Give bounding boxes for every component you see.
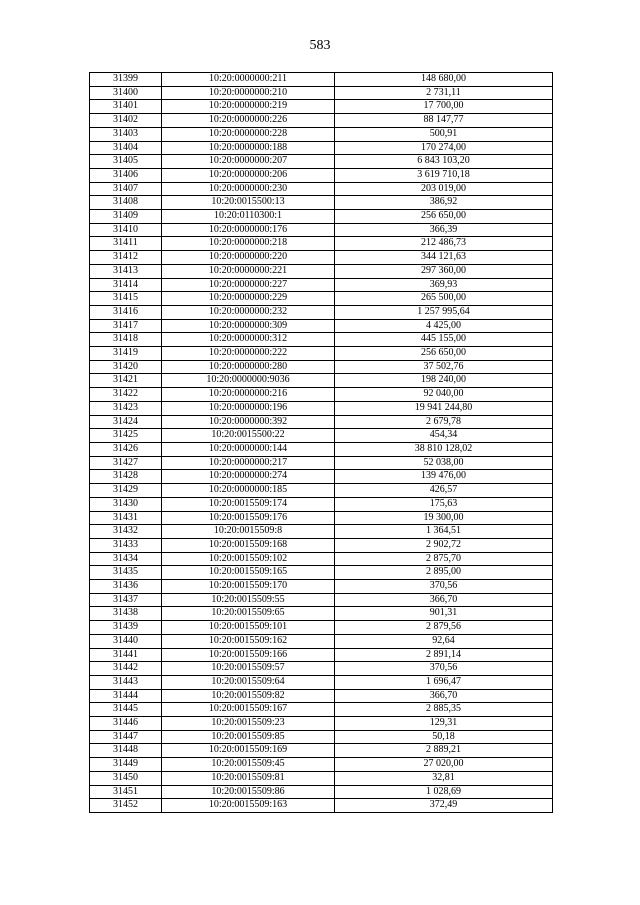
value-cell: 212 486,73 (335, 237, 553, 251)
cadastral-number-cell: 10:20:0015509:85 (162, 730, 335, 744)
row-number-cell: 31415 (90, 292, 162, 306)
cadastral-number-cell: 10:20:0000000:207 (162, 155, 335, 169)
value-cell: 198 240,00 (335, 374, 553, 388)
table-row (90, 305, 553, 319)
cadastral-number-cell: 10:20:0000000:218 (162, 237, 335, 251)
row-number-cell: 31418 (90, 333, 162, 347)
table-row (90, 593, 553, 607)
table-row (90, 497, 553, 511)
cadastral-value-table (89, 72, 553, 813)
value-cell: 2 731,11 (335, 86, 553, 100)
table-body (90, 73, 553, 813)
value-cell: 256 650,00 (335, 210, 553, 224)
cadastral-number-cell: 10:20:0000000:211 (162, 73, 335, 87)
cadastral-number-cell: 10:20:0015509:23 (162, 717, 335, 731)
cadastral-number-cell: 10:20:0000000:274 (162, 470, 335, 484)
cadastral-number-cell: 10:20:0000000:188 (162, 141, 335, 155)
table-row (90, 237, 553, 251)
row-number-cell: 31416 (90, 305, 162, 319)
value-cell: 386,92 (335, 196, 553, 210)
cadastral-number-cell: 10:20:0015509:8 (162, 525, 335, 539)
table-row (90, 607, 553, 621)
value-cell: 454,34 (335, 429, 553, 443)
value-cell: 445 155,00 (335, 333, 553, 347)
cadastral-number-cell: 10:20:0000000:392 (162, 415, 335, 429)
cadastral-number-cell: 10:20:0015509:82 (162, 689, 335, 703)
table-row (90, 429, 553, 443)
row-number-cell: 31451 (90, 785, 162, 799)
table-row (90, 251, 553, 265)
row-number-cell: 31433 (90, 538, 162, 552)
value-cell: 139 476,00 (335, 470, 553, 484)
table-row (90, 401, 553, 415)
value-cell: 366,39 (335, 223, 553, 237)
row-number-cell: 31417 (90, 319, 162, 333)
page-number: 583 (309, 38, 331, 53)
cadastral-number-cell: 10:20:0015509:166 (162, 648, 335, 662)
row-number-cell: 31405 (90, 155, 162, 169)
cadastral-number-cell: 10:20:0000000:312 (162, 333, 335, 347)
row-number-cell: 31431 (90, 511, 162, 525)
table-row (90, 374, 553, 388)
table-row (90, 538, 553, 552)
cadastral-number-cell: 10:20:0015509:81 (162, 771, 335, 785)
table-row (90, 648, 553, 662)
table-row (90, 511, 553, 525)
cadastral-number-cell: 10:20:0015509:86 (162, 785, 335, 799)
cadastral-number-cell: 10:20:0015509:65 (162, 607, 335, 621)
row-number-cell: 31428 (90, 470, 162, 484)
value-cell: 426,57 (335, 484, 553, 498)
row-number-cell: 31440 (90, 634, 162, 648)
row-number-cell: 31408 (90, 196, 162, 210)
row-number-cell: 31438 (90, 607, 162, 621)
table-row (90, 799, 553, 813)
table-row (90, 785, 553, 799)
table-row (90, 580, 553, 594)
cadastral-number-cell: 10:20:0000000:228 (162, 127, 335, 141)
table-row (90, 415, 553, 429)
row-number-cell: 31447 (90, 730, 162, 744)
value-cell: 203 019,00 (335, 182, 553, 196)
row-number-cell: 31403 (90, 127, 162, 141)
row-number-cell: 31420 (90, 360, 162, 374)
table-row (90, 292, 553, 306)
row-number-cell: 31445 (90, 703, 162, 717)
cadastral-number-cell: 10:20:0000000:230 (162, 182, 335, 196)
value-cell: 37 502,76 (335, 360, 553, 374)
cadastral-number-cell: 10:20:0000000:232 (162, 305, 335, 319)
table-row (90, 210, 553, 224)
row-number-cell: 31426 (90, 442, 162, 456)
table-row (90, 196, 553, 210)
value-cell: 92 040,00 (335, 388, 553, 402)
value-cell: 344 121,63 (335, 251, 553, 265)
value-cell: 27 020,00 (335, 758, 553, 772)
cadastral-number-cell: 10:20:0015500:22 (162, 429, 335, 443)
value-cell: 369,93 (335, 278, 553, 292)
row-number-cell: 31449 (90, 758, 162, 772)
table-row (90, 730, 553, 744)
value-cell: 500,91 (335, 127, 553, 141)
value-cell: 370,56 (335, 580, 553, 594)
cadastral-number-cell: 10:20:0015509:102 (162, 552, 335, 566)
table-row (90, 155, 553, 169)
cadastral-number-cell: 10:20:0000000:216 (162, 388, 335, 402)
row-number-cell: 31435 (90, 566, 162, 580)
row-number-cell: 31429 (90, 484, 162, 498)
table-row (90, 168, 553, 182)
value-cell: 372,49 (335, 799, 553, 813)
table-row (90, 689, 553, 703)
table-row (90, 484, 553, 498)
value-cell: 370,56 (335, 662, 553, 676)
table-row (90, 758, 553, 772)
value-cell: 1 028,69 (335, 785, 553, 799)
table-row (90, 566, 553, 580)
value-cell: 2 902,72 (335, 538, 553, 552)
row-number-cell: 31423 (90, 401, 162, 415)
cadastral-number-cell: 10:20:0000000:9036 (162, 374, 335, 388)
value-cell: 2 875,70 (335, 552, 553, 566)
value-cell: 2 879,56 (335, 621, 553, 635)
cadastral-number-cell: 10:20:0015509:64 (162, 675, 335, 689)
value-cell: 19 941 244,80 (335, 401, 553, 415)
row-number-cell: 31427 (90, 456, 162, 470)
row-number-cell: 31448 (90, 744, 162, 758)
value-cell: 52 038,00 (335, 456, 553, 470)
table-row (90, 278, 553, 292)
cadastral-number-cell: 10:20:0015509:168 (162, 538, 335, 552)
row-number-cell: 31402 (90, 114, 162, 128)
cadastral-number-cell: 10:20:0015509:57 (162, 662, 335, 676)
cadastral-number-cell: 10:20:0000000:185 (162, 484, 335, 498)
cadastral-number-cell: 10:20:0015509:169 (162, 744, 335, 758)
value-cell: 2 891,14 (335, 648, 553, 662)
value-cell: 50,18 (335, 730, 553, 744)
row-number-cell: 31442 (90, 662, 162, 676)
value-cell: 256 650,00 (335, 347, 553, 361)
value-cell: 88 147,77 (335, 114, 553, 128)
row-number-cell: 31434 (90, 552, 162, 566)
row-number-cell: 31443 (90, 675, 162, 689)
cadastral-number-cell: 10:20:0000000:210 (162, 86, 335, 100)
table-row (90, 470, 553, 484)
value-cell: 2 889,21 (335, 744, 553, 758)
row-number-cell: 31406 (90, 168, 162, 182)
value-cell: 3 619 710,18 (335, 168, 553, 182)
value-cell: 175,63 (335, 497, 553, 511)
cadastral-number-cell: 10:20:0015509:176 (162, 511, 335, 525)
row-number-cell: 31407 (90, 182, 162, 196)
cadastral-number-cell: 10:20:0000000:176 (162, 223, 335, 237)
row-number-cell: 31401 (90, 100, 162, 114)
row-number-cell: 31414 (90, 278, 162, 292)
row-number-cell: 31441 (90, 648, 162, 662)
table-row (90, 744, 553, 758)
value-cell: 6 843 103,20 (335, 155, 553, 169)
value-cell: 265 500,00 (335, 292, 553, 306)
value-cell: 366,70 (335, 689, 553, 703)
table-row (90, 333, 553, 347)
row-number-cell: 31421 (90, 374, 162, 388)
table-row (90, 703, 553, 717)
cadastral-number-cell: 10:20:0000000:219 (162, 100, 335, 114)
value-cell: 4 425,00 (335, 319, 553, 333)
cadastral-number-cell: 10:20:0000000:196 (162, 401, 335, 415)
cadastral-number-cell: 10:20:0015509:162 (162, 634, 335, 648)
table-row (90, 456, 553, 470)
value-cell: 2 679,78 (335, 415, 553, 429)
row-number-cell: 31422 (90, 388, 162, 402)
row-number-cell: 31399 (90, 73, 162, 87)
cadastral-number-cell: 10:20:0000000:222 (162, 347, 335, 361)
row-number-cell: 31425 (90, 429, 162, 443)
value-cell: 38 810 128,02 (335, 442, 553, 456)
value-cell: 1 364,51 (335, 525, 553, 539)
cadastral-number-cell: 10:20:0000000:229 (162, 292, 335, 306)
cadastral-number-cell: 10:20:0000000:309 (162, 319, 335, 333)
row-number-cell: 31450 (90, 771, 162, 785)
table-row (90, 360, 553, 374)
cadastral-number-cell: 10:20:0015509:101 (162, 621, 335, 635)
table-row (90, 182, 553, 196)
row-number-cell: 31444 (90, 689, 162, 703)
table-row (90, 127, 553, 141)
row-number-cell: 31409 (90, 210, 162, 224)
table-row (90, 717, 553, 731)
row-number-cell: 31432 (90, 525, 162, 539)
cadastral-number-cell: 10:20:0000000:220 (162, 251, 335, 265)
table-row (90, 347, 553, 361)
table-row (90, 86, 553, 100)
cadastral-number-cell: 10:20:0000000:221 (162, 264, 335, 278)
cadastral-number-cell: 10:20:0015509:174 (162, 497, 335, 511)
table-row (90, 442, 553, 456)
value-cell: 92,64 (335, 634, 553, 648)
cadastral-number-cell: 10:20:0000000:144 (162, 442, 335, 456)
table-row (90, 73, 553, 87)
row-number-cell: 31436 (90, 580, 162, 594)
value-cell: 901,31 (335, 607, 553, 621)
table-row (90, 264, 553, 278)
row-number-cell: 31446 (90, 717, 162, 731)
value-cell: 1 696,47 (335, 675, 553, 689)
cadastral-number-cell: 10:20:0015509:45 (162, 758, 335, 772)
table-row (90, 621, 553, 635)
table-row (90, 223, 553, 237)
row-number-cell: 31439 (90, 621, 162, 635)
cadastral-number-cell: 10:20:0000000:280 (162, 360, 335, 374)
cadastral-number-cell: 10:20:0015500:13 (162, 196, 335, 210)
row-number-cell: 31437 (90, 593, 162, 607)
row-number-cell: 31419 (90, 347, 162, 361)
cadastral-number-cell: 10:20:0110300:1 (162, 210, 335, 224)
table-row (90, 675, 553, 689)
cadastral-number-cell: 10:20:0015509:167 (162, 703, 335, 717)
cadastral-number-cell: 10:20:0000000:226 (162, 114, 335, 128)
value-cell: 1 257 995,64 (335, 305, 553, 319)
row-number-cell: 31452 (90, 799, 162, 813)
row-number-cell: 31411 (90, 237, 162, 251)
cadastral-number-cell: 10:20:0015509:170 (162, 580, 335, 594)
value-cell: 2 885,35 (335, 703, 553, 717)
cadastral-number-cell: 10:20:0015509:165 (162, 566, 335, 580)
cadastral-number-cell: 10:20:0000000:206 (162, 168, 335, 182)
value-cell: 17 700,00 (335, 100, 553, 114)
value-cell: 2 895,00 (335, 566, 553, 580)
value-cell: 19 300,00 (335, 511, 553, 525)
row-number-cell: 31430 (90, 497, 162, 511)
row-number-cell: 31400 (90, 86, 162, 100)
value-cell: 170 274,00 (335, 141, 553, 155)
row-number-cell: 31413 (90, 264, 162, 278)
value-cell: 148 680,00 (335, 73, 553, 87)
cadastral-number-cell: 10:20:0015509:55 (162, 593, 335, 607)
value-cell: 129,31 (335, 717, 553, 731)
table-row (90, 319, 553, 333)
table-row (90, 552, 553, 566)
value-cell: 297 360,00 (335, 264, 553, 278)
row-number-cell: 31412 (90, 251, 162, 265)
table-row (90, 662, 553, 676)
table-row (90, 634, 553, 648)
table-row (90, 771, 553, 785)
cadastral-number-cell: 10:20:0000000:227 (162, 278, 335, 292)
cadastral-number-cell: 10:20:0000000:217 (162, 456, 335, 470)
table-row (90, 100, 553, 114)
row-number-cell: 31410 (90, 223, 162, 237)
table-row (90, 114, 553, 128)
table-row (90, 141, 553, 155)
row-number-cell: 31404 (90, 141, 162, 155)
value-cell: 366,70 (335, 593, 553, 607)
cadastral-number-cell: 10:20:0015509:163 (162, 799, 335, 813)
table-row (90, 525, 553, 539)
value-cell: 32,81 (335, 771, 553, 785)
table-row (90, 388, 553, 402)
row-number-cell: 31424 (90, 415, 162, 429)
